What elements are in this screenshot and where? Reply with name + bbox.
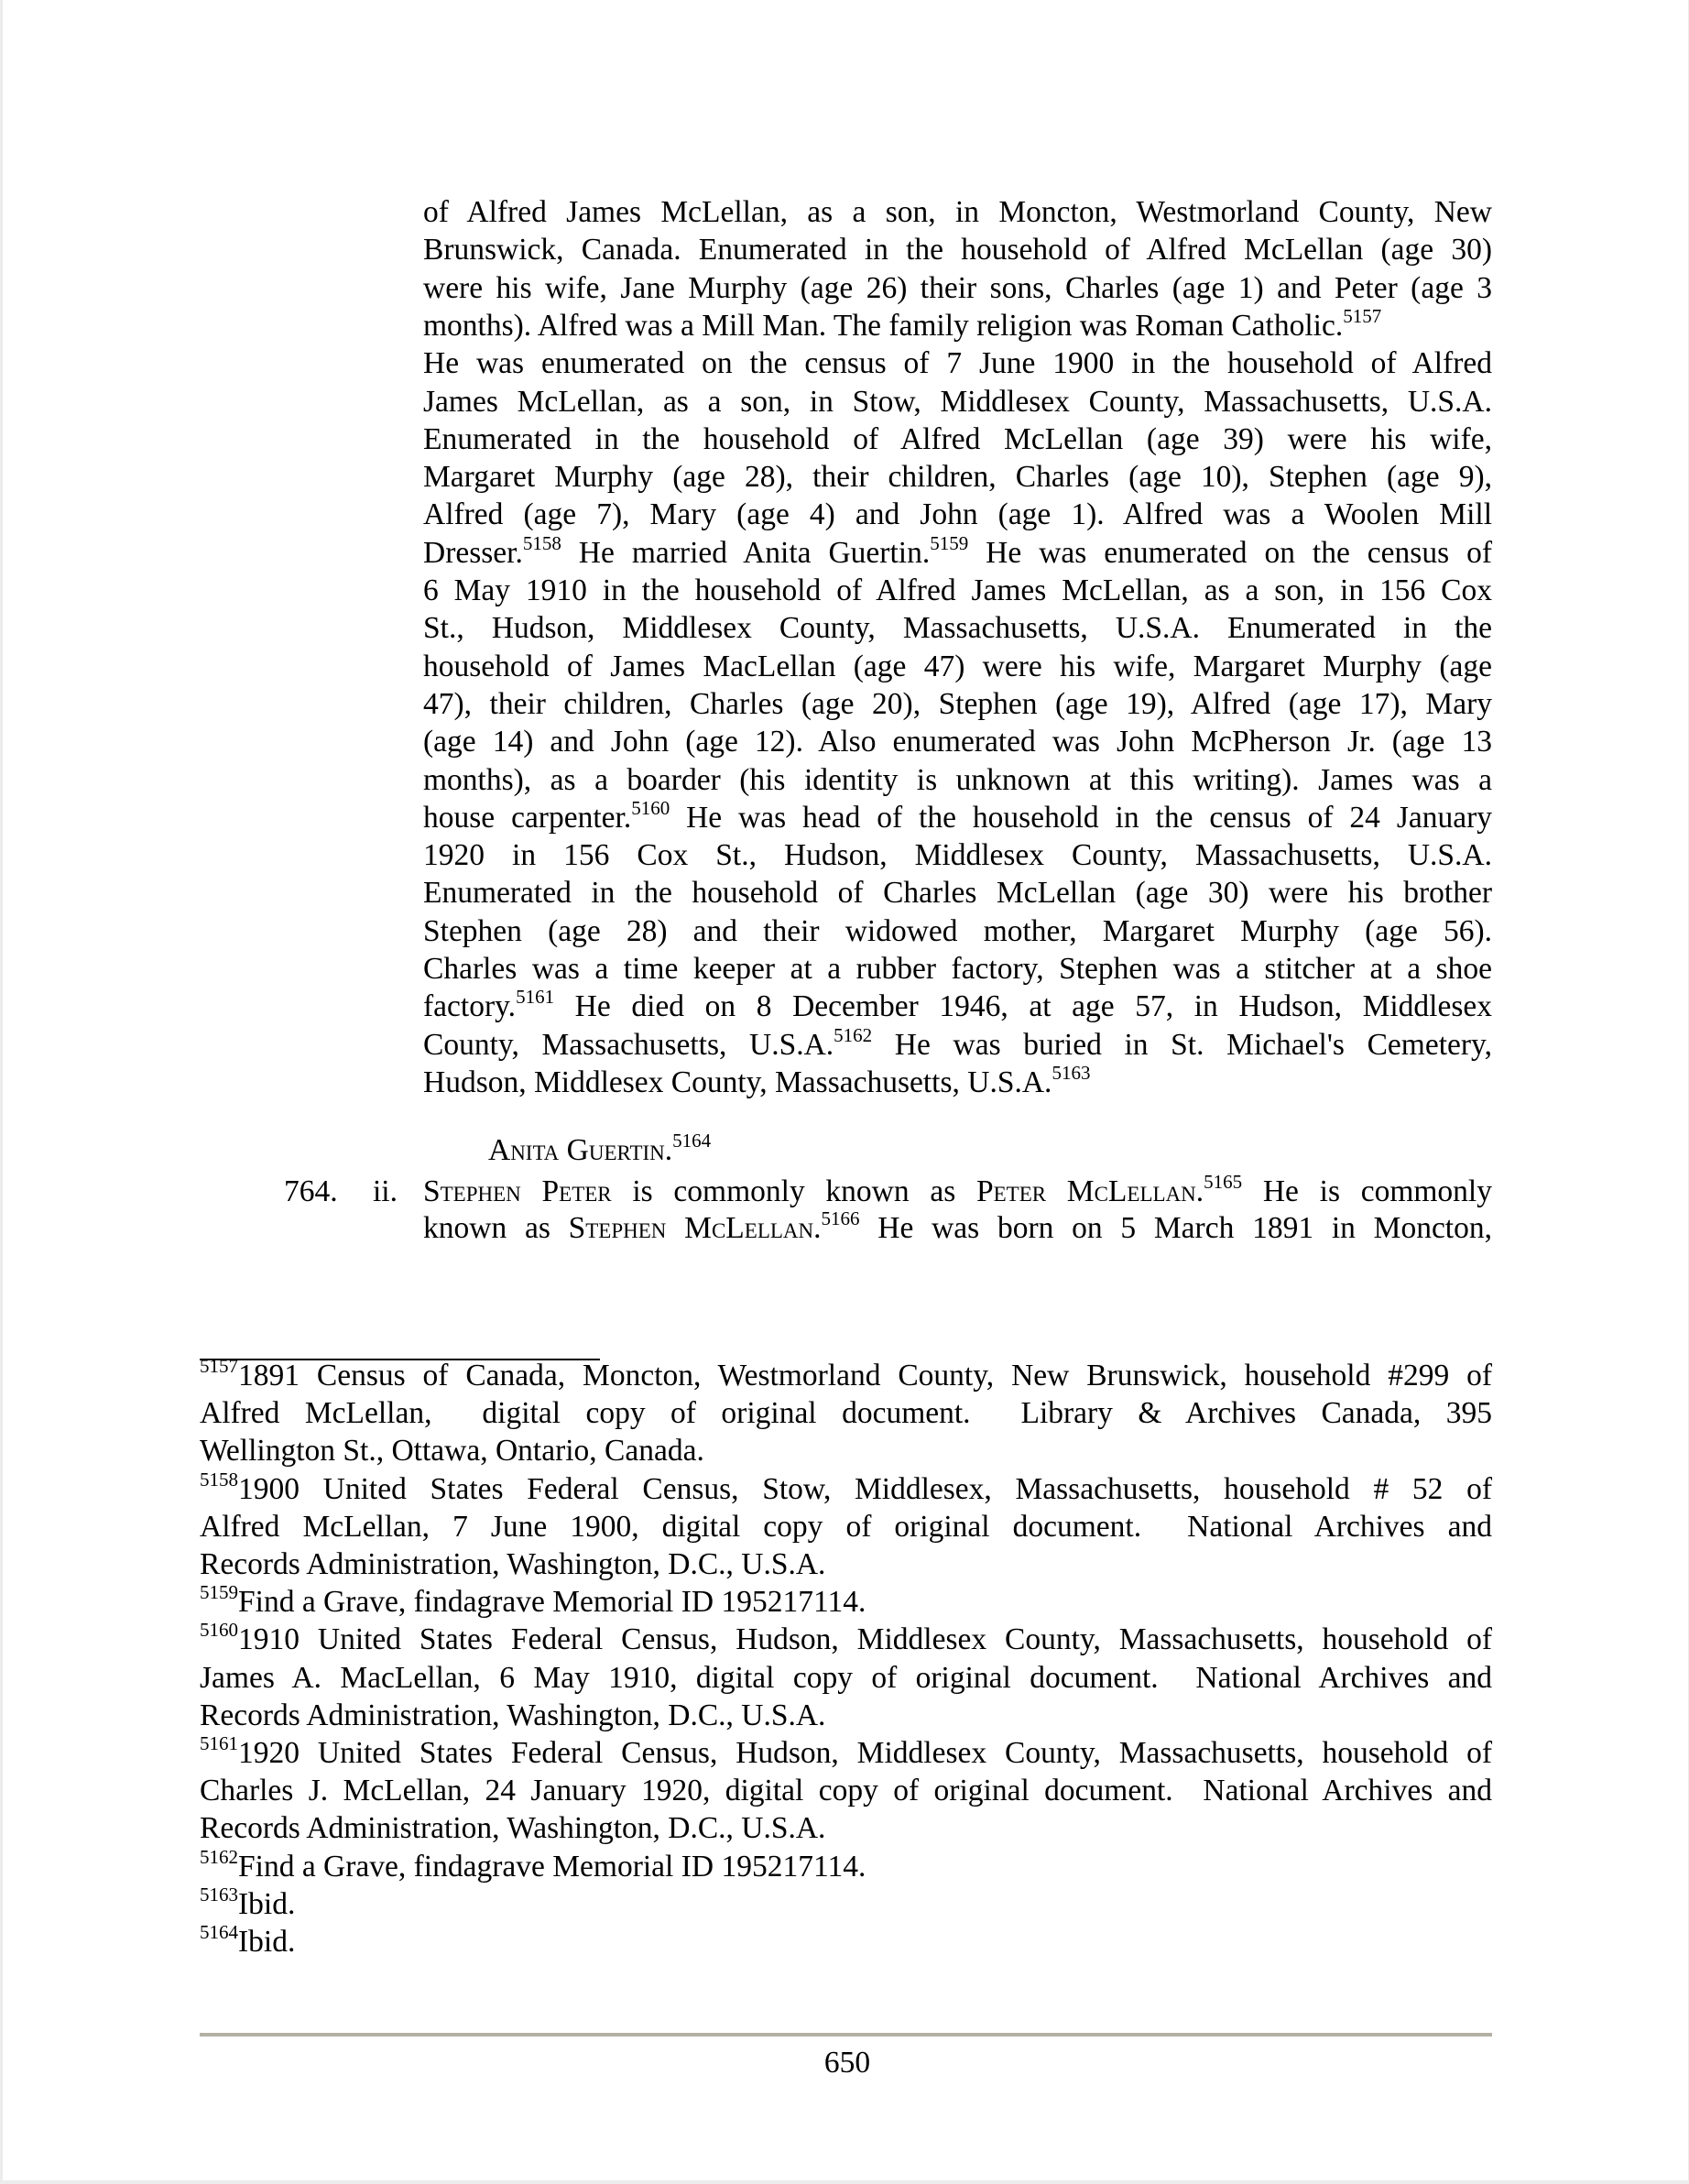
footnote-ref[interactable]: 5162 bbox=[834, 1023, 873, 1046]
text: house carpenter. bbox=[423, 800, 632, 835]
body-line bbox=[423, 531, 1492, 572]
text: were his wife, Jane Murphy (age 26) their sons, Charles (age 1) and Peter (age 3 bbox=[423, 270, 1492, 305]
footnote-text: Ibid. bbox=[238, 1925, 296, 1959]
text: St., Hudson, Middlesex County, Massachusetts, U.S.A. Enumerated in the bbox=[423, 611, 1492, 646]
footnote-ref[interactable]: 5158 bbox=[522, 531, 561, 554]
body-line bbox=[423, 497, 1492, 533]
text: of Alfred James McLellan, as a son, in Moncton, Westmorland County, New bbox=[423, 195, 1492, 229]
footnote-ref[interactable]: 5164 bbox=[672, 1130, 712, 1152]
body-line bbox=[423, 875, 1492, 912]
footnote-text: 1891 Census of Canada, Moncton, Westmorland County, New Brunswick, household #299 of bbox=[238, 1359, 1492, 1392]
text: Charles was a time keeper at a rubber factory, Stephen was a stitcher at a shoe bbox=[423, 952, 1492, 986]
text: Hudson, Middlesex County, Massachusetts, U.S.A. bbox=[423, 1065, 1052, 1099]
text: (age 14) and John (age 12). Also enumerated was John McPherson Jr. (age 13 bbox=[423, 725, 1492, 759]
text: months), as a boarder (his identity is unknown at this writing). James was a bbox=[423, 762, 1492, 797]
footnote-ref[interactable]: 5161 bbox=[516, 986, 555, 1009]
body-line bbox=[423, 384, 1492, 420]
text: He was enumerated on the census of 7 June 1900 in the household of Alfred bbox=[423, 346, 1492, 381]
footnote-text: Records Administration, Washington, D.C., U.S.A. bbox=[200, 1811, 826, 1846]
page-number: 650 bbox=[823, 2046, 871, 2080]
footnote-ref[interactable]: 5165 bbox=[1204, 1171, 1243, 1193]
footnote-number: 5163 bbox=[200, 1883, 238, 1906]
spouse-name: Anita Guertin. bbox=[488, 1133, 673, 1167]
body-line bbox=[423, 649, 1492, 685]
footnote-text: Alfred McLellan, 7 June 1900, digital copy of original document. National Archives and bbox=[200, 1509, 1492, 1544]
text: He died on 8 December 1946, at age 57, in Hudson, Middlesex bbox=[554, 989, 1492, 1024]
footnote bbox=[200, 1883, 1492, 1923]
footnote-text: Find a Grave, findagrave Memorial ID 195217114. bbox=[238, 1585, 866, 1620]
entry-roman-numeral: ii. bbox=[373, 1174, 398, 1208]
text: He was enumerated on the census of bbox=[968, 535, 1492, 570]
entry-764-line-2 bbox=[423, 1207, 1492, 1247]
text: factory. bbox=[423, 989, 517, 1024]
footnote-continuation bbox=[200, 1660, 1492, 1697]
body-line bbox=[423, 796, 1493, 836]
text: Stephen (age 28) and their widowed mother, Margaret Murphy (age 56). bbox=[423, 913, 1492, 948]
body-line bbox=[423, 762, 1492, 799]
footnote bbox=[200, 1732, 1492, 1772]
footnote-text: Alfred McLellan, digital copy of original document. Library & Archives Canada, 395 bbox=[200, 1396, 1492, 1431]
footnote-text: Wellington St., Ottawa, Ontario, Canada. bbox=[200, 1434, 704, 1469]
footnote-text: Records Administration, Washington, D.C., U.S.A. bbox=[200, 1547, 826, 1581]
body-line bbox=[423, 837, 1492, 874]
body-line bbox=[423, 345, 1492, 382]
footnote bbox=[200, 1581, 1492, 1621]
body-line bbox=[423, 913, 1492, 950]
entry-number: 764. bbox=[284, 1174, 338, 1208]
footnote bbox=[200, 1619, 1492, 1658]
footnote-ref[interactable]: 5159 bbox=[930, 531, 969, 554]
footnote-text: 1920 United States Federal Census, Hudson, Middlesex County, Massachusetts, household of bbox=[238, 1736, 1492, 1770]
text: James McLellan, as a son, in Stow, Middlesex County, Massachusetts, U.S.A. bbox=[423, 384, 1492, 419]
body-line bbox=[423, 951, 1492, 988]
footnote bbox=[200, 1845, 1492, 1885]
body-line bbox=[423, 1023, 1492, 1064]
footnote-number: 5159 bbox=[200, 1581, 238, 1604]
footnote-continuation bbox=[200, 1810, 1492, 1847]
footnote-ref[interactable]: 5163 bbox=[1052, 1061, 1091, 1084]
body-line bbox=[423, 724, 1492, 760]
text: He was buried in St. Michael's Cemetery, bbox=[872, 1027, 1492, 1062]
footnote-number: 5164 bbox=[200, 1921, 238, 1943]
text: 6 May 1910 in the household of Alfred James McLellan, as a son, in 156 Cox bbox=[423, 573, 1492, 607]
text: household of James MacLellan (age 47) were his wife, Margaret Murphy (age bbox=[423, 649, 1492, 683]
body-line bbox=[423, 1061, 1492, 1101]
document-page bbox=[3, 0, 1688, 2180]
text: Brunswick, Canada. Enumerated in the household of Alfred McLellan (age 30) bbox=[423, 233, 1492, 268]
text: Enumerated in the household of Charles McLellan (age 30) were his brother bbox=[423, 876, 1492, 911]
body-line bbox=[423, 686, 1492, 723]
body-line bbox=[423, 573, 1492, 609]
spouse-line bbox=[488, 1132, 1557, 1169]
body-line bbox=[423, 988, 1492, 1025]
footnote-continuation bbox=[200, 1773, 1492, 1809]
body-line bbox=[423, 610, 1492, 647]
text: known as bbox=[423, 1211, 569, 1245]
text: County, Massachusetts, U.S.A. bbox=[423, 1027, 834, 1062]
footnote-text: Ibid. bbox=[238, 1886, 296, 1921]
text: 47), their children, Charles (age 20), Stephen (age 19), Alfred (age 17), Mary bbox=[423, 686, 1492, 721]
footnote-number: 5161 bbox=[200, 1732, 238, 1754]
person-name: Stephen Peter bbox=[423, 1174, 612, 1208]
footnote-ref[interactable]: 5157 bbox=[1343, 304, 1382, 327]
footnote-text: Find a Grave, findagrave Memorial ID 195217114. bbox=[238, 1849, 866, 1884]
body-line bbox=[423, 459, 1492, 496]
body-line bbox=[423, 194, 1492, 231]
text: Alfred (age 7), Mary (age 4) and John (age 1). Alfred was a Woolen Mill bbox=[423, 497, 1492, 532]
footnote-ref[interactable]: 5166 bbox=[821, 1207, 860, 1229]
footnote-text: 1900 United States Federal Census, Stow, Middlesex, Massachusetts, household # 52 of bbox=[238, 1471, 1492, 1506]
body-line bbox=[423, 232, 1492, 268]
footnote bbox=[200, 1355, 1492, 1394]
body-line bbox=[423, 304, 1492, 344]
footnote-continuation bbox=[200, 1546, 1492, 1583]
footnote-continuation bbox=[200, 1509, 1492, 1545]
footnote-number: 5158 bbox=[200, 1468, 238, 1491]
text: 1920 in 156 Cox St., Hudson, Middlesex County, Massachusetts, U.S.A. bbox=[423, 838, 1492, 873]
footnote-text: James A. MacLellan, 6 May 1910, digital copy of original document. National Archives and bbox=[200, 1660, 1492, 1695]
footnote-continuation bbox=[200, 1698, 1492, 1734]
footnote-number: 5160 bbox=[200, 1619, 238, 1642]
footer-rule bbox=[200, 2033, 1492, 2037]
footnote-text: Charles J. McLellan, 24 January 1920, digital copy of original document. National Archives and bbox=[200, 1774, 1492, 1808]
body-line bbox=[423, 270, 1492, 307]
text: Margaret Murphy (age 28), their children, Charles (age 10), Stephen (age 9), bbox=[423, 460, 1492, 495]
text: He married Anita Guertin. bbox=[561, 535, 931, 570]
entry-764-line-1 bbox=[423, 1171, 1492, 1210]
text: is commonly known as bbox=[611, 1174, 976, 1208]
text: Dresser. bbox=[423, 535, 523, 570]
footnote bbox=[200, 1921, 1492, 1960]
text: He was born on 5 March 1891 in Moncton, bbox=[859, 1211, 1492, 1245]
footnote-continuation bbox=[200, 1395, 1492, 1432]
text: He is commonly bbox=[1242, 1174, 1492, 1208]
text: He was head of the household in the census of 24 January bbox=[670, 800, 1493, 835]
footnote-number: 5162 bbox=[200, 1845, 238, 1868]
alias-name: Peter McLellan. bbox=[975, 1174, 1204, 1208]
footnote-text: Records Administration, Washington, D.C., U.S.A. bbox=[200, 1698, 826, 1732]
alias-name: Stephen McLellan. bbox=[568, 1211, 822, 1245]
footnote-ref[interactable]: 5160 bbox=[631, 796, 670, 819]
footnote-number: 5157 bbox=[200, 1355, 238, 1377]
footnote-text: 1910 United States Federal Census, Hudson, Middlesex County, Massachusetts, household of bbox=[238, 1622, 1492, 1657]
body-line bbox=[423, 421, 1492, 458]
footnote-continuation bbox=[200, 1433, 1492, 1469]
text: months). Alfred was a Mill Man. The family religion was Roman Catholic. bbox=[423, 308, 1344, 343]
footnote bbox=[200, 1468, 1492, 1508]
text: Enumerated in the household of Alfred McLellan (age 39) were his wife, bbox=[423, 421, 1492, 456]
